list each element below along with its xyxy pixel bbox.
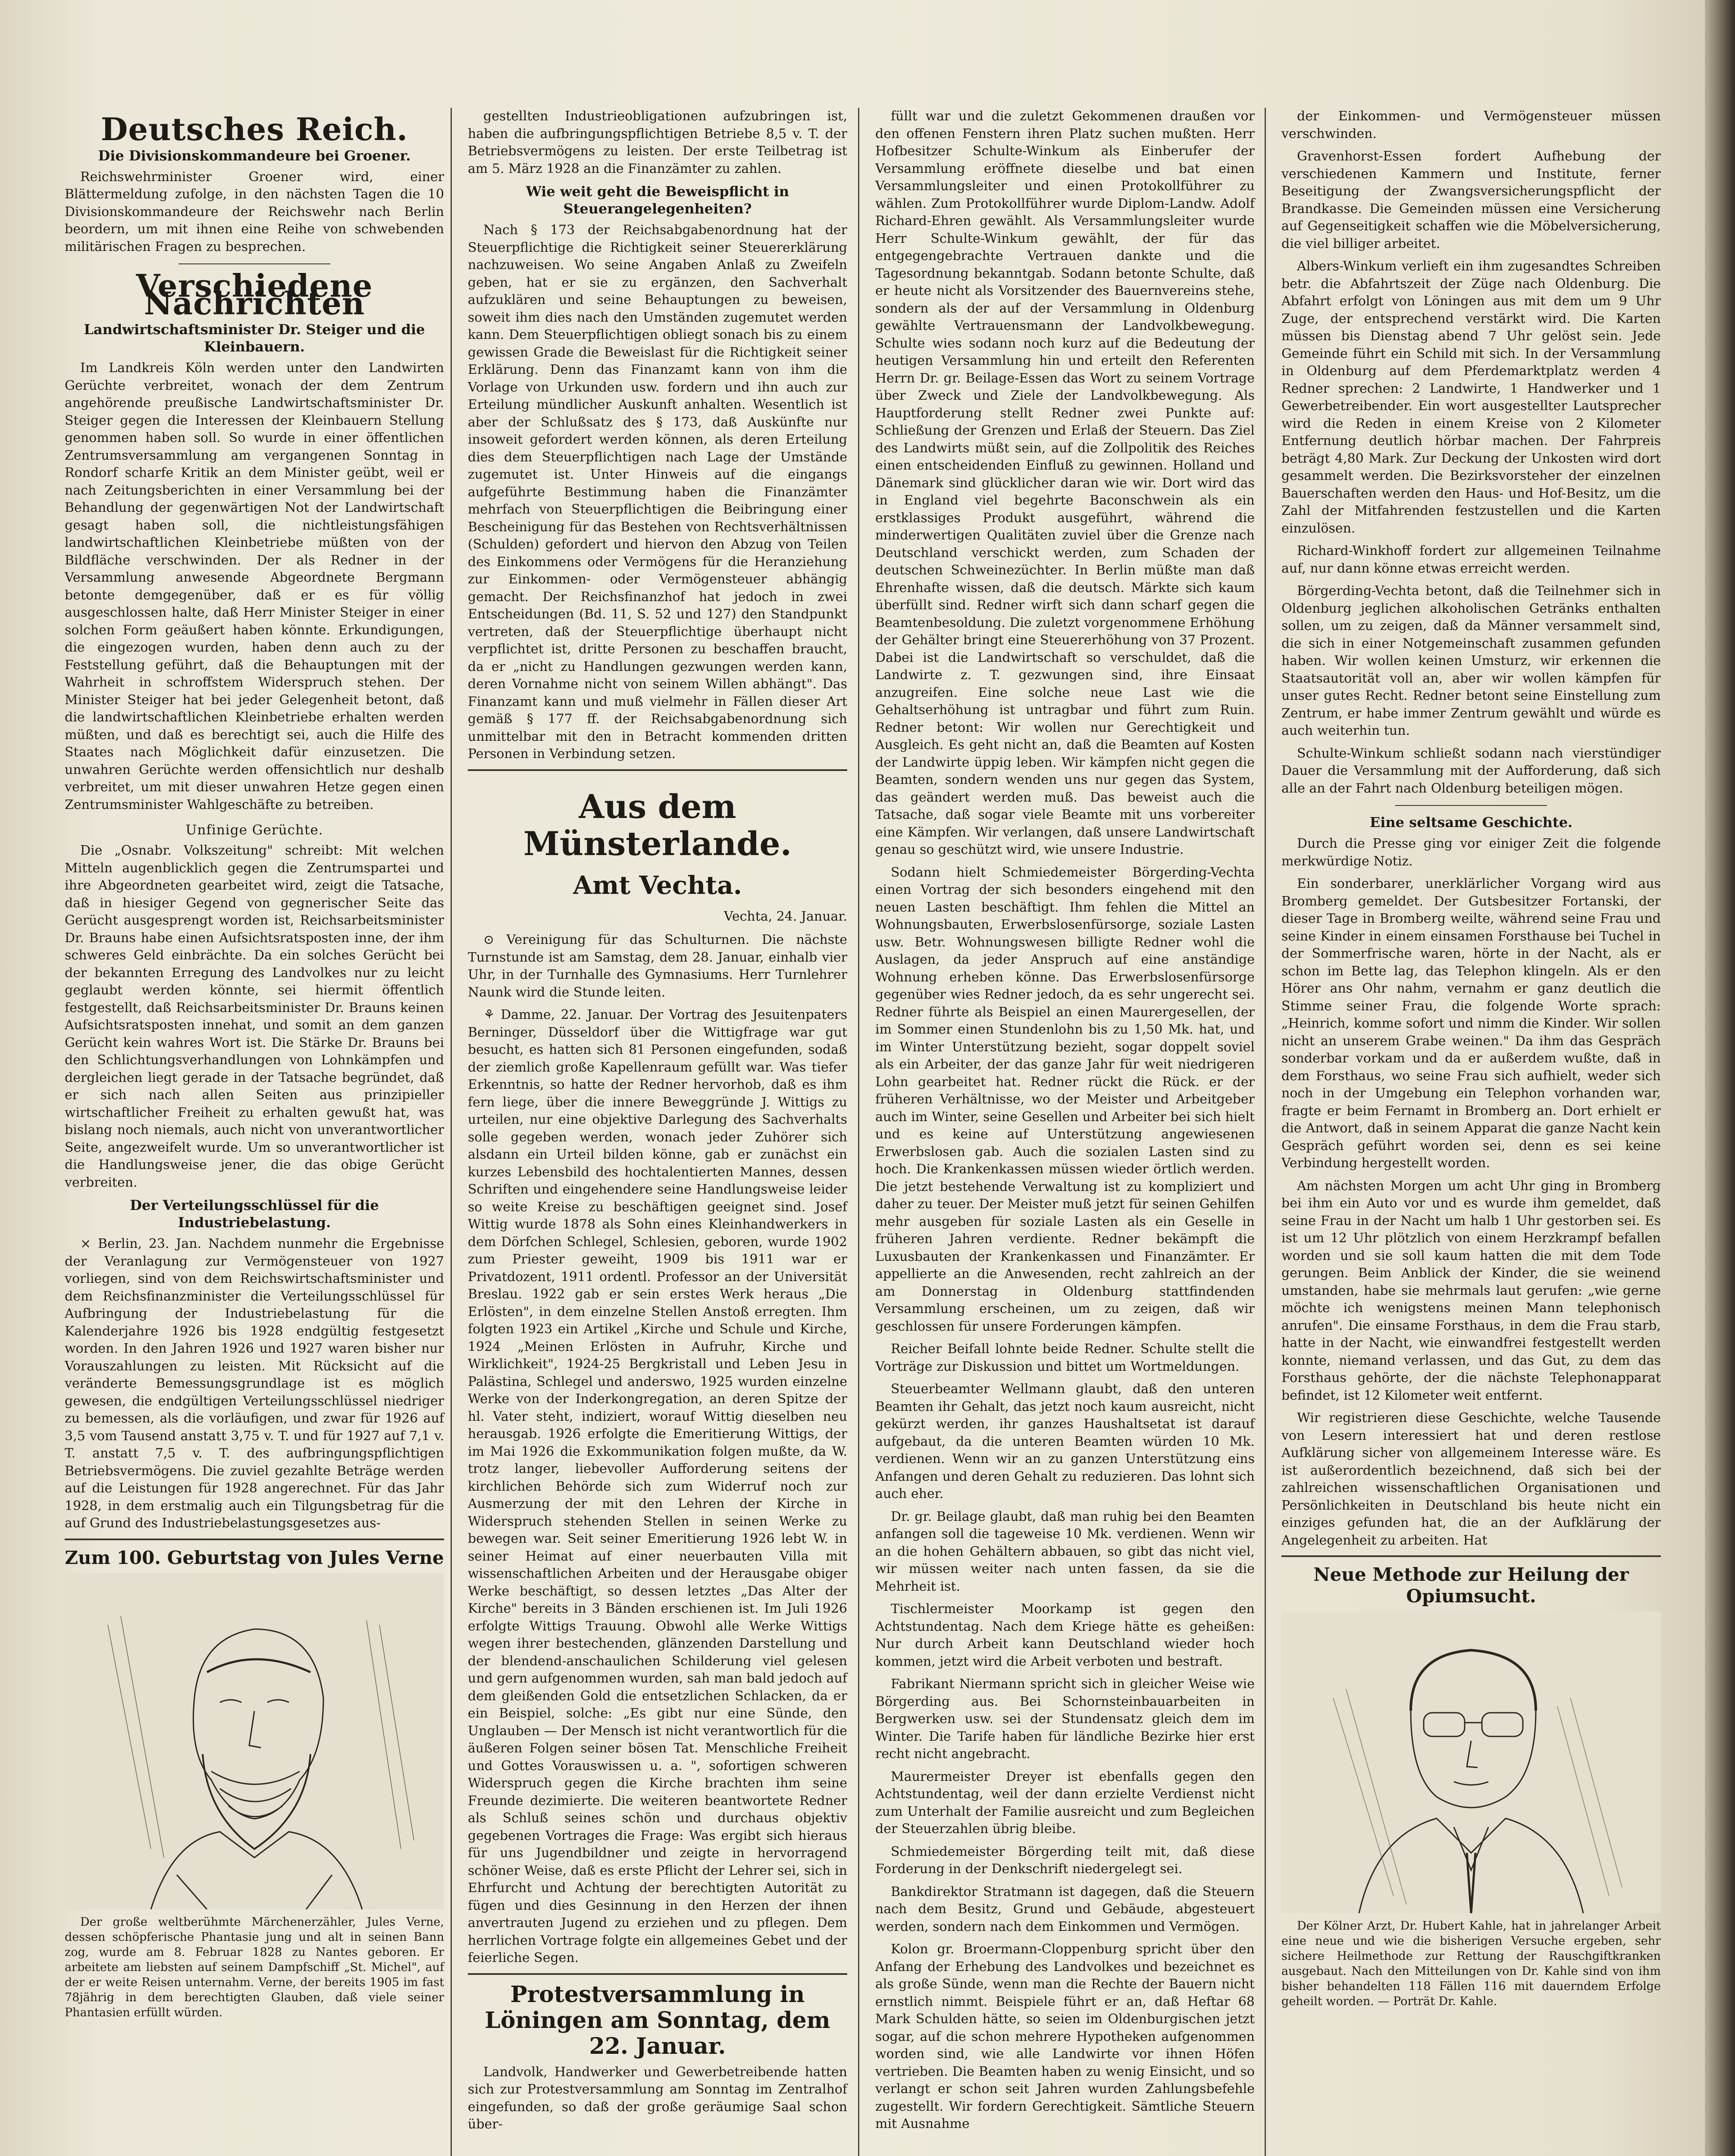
article-text: Maurermeister Dreyer ist ebenfalls gegen den Achtstundentag, weil der dann erzielte Verdienst nicht zum Unterhalt der Familie ausreicht und zum Begleichen der Steuerzahlen übrig bleibe. [875, 1769, 1255, 1836]
loeningen-heading: Protestversammlung in Löningen am Sonntag, dem 22. Januar. [485, 1981, 830, 2059]
article-text: × Berlin, 23. Jan. Nachdem nunmehr die Ergebnisse der Veranlagung zur Vermögensteuer von 1927 vorliegen, sind von dem Reichswirtschaftsminister und dem Reichsfinanzminister die Verteilungsschlüssel für Aufbringung der Industriebelastung für die Kalenderjahre 1926 bis 1928 endgültig festgesetzt worden. In den Jahren 1926 und 1927 waren bisher nur Vorauszahlungen zu leisten. Mit Rücksicht auf die veränderte Bemessungsgrundlage ist es möglich gewesen, die endgültigen Verteilungsschlüssel niedriger zu bemessen, als die vorläufigen, und zwar für 1926 auf 3,5 vom Tausend anstatt 3,75 v. T. und für 1927 auf 7,1 v. T. anstatt 7,5 v. T. des aufbringungspflichtigen Betriebsvermögens. Die zuviel gezahlte Beträge werden auf die Leistungen für 1928 angerechnet. Für das Jahr 1928, in dem erstmalig auch ein Tilgungsbetrag für die auf Grund des Industriebelastungsgesetzes aus- [65, 1236, 444, 1531]
divider [1281, 1555, 1661, 1557]
column-4 [1281, 108, 1661, 2014]
article-text: ⚘ Damme, 22. Januar. Der Vortrag des Jesuitenpaters Berninger, Düsseldorf über die Wittigfrage war gut besucht, es hatten sich 81 Personen eingefunden, sodaß der ziemlich große Kapellenraum gefüllt war. Was tiefer Erkenntnis, so hatte der Redner hervorhob, daß es ihm fern liege, über die innere Beweggründe J. Wittigs zu urteilen, nur eine objektive Darlegung des Sachverhalts solle gegeben werden, wonach jeder Zuhörer sich alsdann ein Urteil bilden könne, gab er zunächst ein kurzes Lebensbild des hochtalentierten Mannes, dessen Schriften und eingehendere seine Handlungsweise leider so weite Kreise zu beschäftigen geeignet sind. Josef Wittig wurde 1878 als Sohn eines Kleinhandwerkers in dem Dörfchen Schlegel, Schlesien, geboren, wurde 1902 zum Priester geweiht, 1909 bis 1911 war er Privatdozent, 1911 ordentl. Professor an der Universität Breslau. 1922 gab er sein erstes Werk heraus „Die Erlösten", in dem einzelne Stellen Anstoß erregten. Ihm folgten 1923 ein Artikel „Kirche und Schule und Kirche, 1924 „Meinen Erlösten in Aufruhr, Kirche und Wirklichkeit", 1924-25 Bergkristall und Leben Jesu in Palästina, Schlegel und anderswo, 1925 wurden einzelne Werke von der Inderkongregation, an deren Spitze der hl. Vater steht, indiziert, worauf Wittig dieselben neu herausgab. 1926 erfolgte die Emeritierung Wittigs, der im Mai 1926 die Exkommunikation folgen mußte, da W. trotz langer, liebevoller Aufforderung seitens der kirchlichen Behörde sich zum Widerruf noch zur Ausmerzung der mit den Lehren der Kirche in Widerspruch stehenden Stellen in seinen Werke zu bewegen war. Seit seiner Emeritierung 1926 lebt W. in seiner Heimat auf einer neuerbauten Villa mit wissenschaftlichen Arbeiten und der Herausgabe obiger Werke beschäftigt, so dessen letztes „Das Alter der Kirche" bereits in 3 Bänden erschienen ist. Im Juli 1926 erfolgte Wittigs Trauung. Obwohl alle Werke Wittigs wegen ihrer bestechenden, glänzenden Darstellung und der blendend-anschaulichen Schilderung viel gelesen und gern aufgenommen wurden, sah man bald jedoch auf dem gleißenden Gold die entsetzlichen Schlacken, da er ein Beispiel, solche: „Es gibt nur eine Sünde, den Unglauben — Der Mensch ist nicht verantwortlich für die äußeren Folgen seiner bösen Tat. Menschliche Freiheit und Gottes Vorauswissen u. a. ", sofortigen schweren Widerspruch gegen die Kirche brachten ihm seine Freunde dezimierte. Die weiteren beantwortete Redner als Schluß seines schön und durchaus objektiv gegebenen Vortrages die Frage: Was ergibt sich hieraus für uns Jugendbildner und zeigte in hervorragend schöner Weise, daß es erste Pflicht der Lehrer sei, sich in Ehrfurcht und Achtung der berechtigten Autorität zu fügen und dies Gesinnung in den Herzen der ihnen anvertrauten Jugend zu erziehen und zu pflegen. Dem herrlichen Vortrage folgte ein allgemeines Gebet und der feierliche Segen. [468, 1007, 847, 1965]
amt-vechta-heading: Amt Vechta. [573, 870, 742, 900]
divider [468, 769, 847, 771]
column-1 [65, 108, 444, 2025]
article-text: Tischlermeister Moorkamp ist gegen den Achtstundentag. Nach dem Kriege hätte es geheißen: Nur durch Arbeit kann Deutschland wieder hoch kommen, jetzt wird die Arbeit verboten und bestraft. [875, 1601, 1255, 1669]
divisionskommandeure-heading: Die Divisionskommandeure bei Groener. [98, 147, 411, 164]
column-3 [875, 108, 1255, 2138]
column-2 [468, 108, 847, 2139]
article-text: Ein sonderbarer, unerklärlicher Vorgang wird aus Bromberg gemeldet. Der Gutsbesitzer Fortanski, der dieser Tage in Bromberg weilte, während seine Frau und seine Kinder in einem einsamen Forsthause bei Tuchel in der Sommerfrische waren, hörte in der Nacht, als er schon im Bette lag, das Telephon klingeln. Als er den Hörer ans Ohr nahm, vernahm er ganz deutlich die Stimme seiner Frau, die folgende Worte sprach: „Heinrich, komme sofort und nimm die Kinder. Wir sollen nicht an unserem Grabe weinen." Da ihm das Gespräch sonderbar vorkam und da er außerdem wußte, daß in dem Forsthaus, wo seine Frau sich aufhielt, weder sich noch in der Umgebung ein Telephon vorhanden war, fragte er beim Fernamt in Bromberg an. Dort erhielt er die Antwort, daß in seinem Apparat die ganze Nacht kein Gespräch geführt worden sei, denn es sei keine Verbindung hergestellt worden. [1281, 876, 1661, 1171]
verne-caption: Der große weltberühmte Märchenerzähler, Jules Verne, dessen schöpferische Phantasie jung und alt in seinen Bann zog, wurde am 8. Februar 1828 zu Nantes geboren. Er arbeitete am liebsten auf seinem Dampfschiff „St. Michel", auf der er weite Reisen unternahm. Verne, der bereits 1905 im fast 78jährig in dem berechtigten Glauben, daß viele seiner Phantasien erfüllt würden. [65, 1915, 444, 2019]
schluessel-heading: Der Verteilungsschlüssel für die Industriebelastung. [130, 1197, 379, 1231]
article-text: Albers-Winkum verlieft ein ihm zugesandtes Schreiben betr. die Abfahrtszeit der Züge nach Oldenburg. Die Abfahrt erfolgt von Löningen aus mit dem um 9 Uhr Zuge, der entsprechend verstärkt wird. Die Karten müssen bis Dienstag abend 7 Uhr gelöst sein. Jede Gemeinde führt ein Schild mit sich. In der Versammlung in Oldenburg auf dem Pferdemarktplatz werden 4 Redner sprechen: 2 Landwirte, 1 Handwerker und 1 Gewerbetreibender. Ein wort ausgestellter Lautsprecher wird die Reden in einem Kreise von 2 Kilometer Entfernung deutlich hörbar machen. Der Fahrpreis beträgt 4,80 Mark. Zur Deckung der Unkosten wird dort gesammelt werden. Die Bezirksvorsteher der einzelnen Bauerschaften werden den Haus- und Hof-Besitz, um die Zahl der Mitfahrenden festzustellen und die Karten einzulösen. [1281, 259, 1661, 536]
column-rule [858, 108, 859, 2156]
deutsches-reich-heading: Deutsches Reich. [100, 111, 408, 147]
divider [65, 1539, 444, 1540]
muensterlande-heading: Aus dem Münsterlande. [523, 787, 792, 863]
article-text: gestellten Industrieobligationen aufzubringen ist, haben die aufbringungspflichtigen Betriebe 8,5 v. T. der Betriebsvermögens zu leisten. Der erste Teilbetrag ist am 5. März 1928 an die Finanzämter zu zahlen. [468, 109, 847, 176]
seltsame-geschichte-heading: Eine seltsame Geschichte. [1369, 814, 1573, 830]
divider [1395, 805, 1547, 806]
article-text: Im Landkreis Köln werden unter den Landwirten Gerüchte verbreitet, wonach der dem Zentrum angehörende preußische Landwirtschaftsminister Dr. Steiger gegen die Interessen der Kleinbauern Stellung genommen haben soll. So wurde in einer öffentlichen Zentrumsversammlung am vergangenen Sonntag in Rondorf scharfe Kritik an dem Minister geübt, weil er nach Zeitungsberichten in einer Versammlung bei der Behandlung der gegenwärtigen Not der Landwirtschaft gesagt haben soll, die nichtleistungsfähigen landwirtschaftlichen Kleinbetriebe müßten von der Bildfläche verschwinden. Der als Redner in der Versammlung anwesende Abgeordnete Bergmann betonte demgegenüber, daß er es für völlig ausgeschlossen halte, daß Herr Minister Steiger in einer solchen Form geäußert haben könnte. Erkundigungen, die eingezogen wurden, haben denn auch zu der Feststellung geführt, daß die Behauptungen mit der Wahrheit in schroffstem Widerspruch stehen. Der Minister Steiger hat bei jeder Gelegenheit betont, daß die landwirtschaftlichen Kleinbetriebe erhalten werden müßten, und daß es berechtigt sei, auch die Hilfe des Staates nach Möglichkeit dafür einzusetzen. Die unwahren Gerüchte werden offensichtlich nur deshalb verbreitet, um mit dieser unwahren Hetze gegen einen Zentrumsminister Wahlgeschäfte zu betreiben. [65, 360, 444, 812]
geruechte-heading: Unfinige Gerüchte. [185, 822, 323, 838]
article-text: Steuerbeamter Wellmann glaubt, daß den unteren Beamten ihr Gehalt, das jetzt noch kaum ausreicht, nicht gekürzt werden, ihr ganzes Haushaltsetat ist darauf aufgebaut, da die unteren Beamten würden 10 Mk. verdienen. Wenn wir an zu ganzen Unterstützung eins Anfangen und deren Gehalt zu reduzieren. Das lohnt sich auch eher. [875, 1382, 1255, 1501]
article-text: Die „Osnabr. Volkszeitung" schreibt: Mit welchen Mitteln augenblicklich gegen die Zentrumspartei und ihre Abgeordneten gearbeitet wird, zeigt die Tatsache, daß in hiesiger Gegend von gegnerischer Seite das Gerücht ausgesprengt worden ist, Reichsarbeitsminister Dr. Brauns habe einen Aufsichtsratsposten inne, der ihm schweres Geld einbrächte. Da ein solches Gerücht bei der bekannten Erregung des Landvolkes nur zu leicht geglaubt werden könnte, sei hiermit öffentlich festgestellt, daß Reichsarbeitsminister Dr. Brauns keinen Aufsichtsratsposten innehat, und somit an dem ganzen Gerücht kein wahres Wort ist. Die Stärke Dr. Brauns bei den Schlichtungsverhandlungen von Lohnkämpfen und dergleichen liegt gerade in der Tatsache begründet, daß er sich nach allen Seiten aus prinzipieller wirtschaftlicher Freiheit zu erhalten gewußt hat, was bislang noch niemals, auch nicht von unverantwortlicher Seite, angezweifelt wurde. Um so unverantwortlicher ist die Handlungsweise jener, die das obige Gerücht verbreiten. [65, 843, 444, 1190]
article-text: Landvolk, Handwerker und Gewerbetreibende hatten sich zur Protestversammlung am Sonntag im Zentralhof eingefunden, so daß der große geräumige Saal schon über- [468, 2064, 847, 2132]
kahle-caption: Der Kölner Arzt, Dr. Hubert Kahle, hat in jahrelanger Arbeit eine neue und wie die bisherigen Versuche ergeben, sehr sichere Heilmethode zur Rettung der Rauschgiftkranken ausgebaut. Nach den Mitteilungen von Dr. Kahle sind von ihm bisher behandelten 118 Fällen 116 mit dauerndem Erfolge geheilt worden. — Porträt Dr. Kahle. [1281, 1919, 1661, 2008]
beweispflicht-heading: Wie weit geht die Beweispflicht in Steuerangelegenheiten? [526, 183, 789, 217]
article-text: Fabrikant Niermann spricht sich in gleicher Weise wie Börgerding aus. Bei Schornsteinbauarbeiten in Bergwerken usw. sei der Stundensatz gleich dem im Winter. Die Tarife haben für ländliche Bezirke hier erst recht nicht angebracht. [875, 1677, 1255, 1761]
article-text: Schulte-Winkum schließt sodann nach vierstündiger Dauer die Versammlung mit der Aufforderung, daß sich alle an der Fahrt nach Oldenburg beteiligen mögen. [1281, 746, 1661, 796]
verschiedene-nachrichten-heading: Verschiedene Nachrichten [136, 267, 373, 322]
article-text: Schmiedemeister Börgerding teilt mit, daß diese Forderung in der Denkschrift niedergelegt sei. [875, 1844, 1255, 1877]
article-text: ⊙ Vereinigung für das Schulturnen. Die nächste Turnstunde ist am Samstag, dem 28. Januar, einhalb vier Uhr, in der Turnhalle des Gymnasiums. Herr Turnlehrer Naunk wird die Stunde leiten. [468, 932, 847, 1000]
steiger-heading: Landwirtschaftsminister Dr. Steiger und die Kleinbauern. [84, 321, 425, 355]
dateline: Vechta, 24. Januar. [723, 909, 847, 924]
divider [468, 1973, 847, 1975]
article-text: Nach § 173 der Reichsabgabenordnung hat der Steuerpflichtige die Richtigkeit seiner Steuererklärung nachzuweisen. Wo seine Angaben Anlaß zu Zweifeln geben, hat er sie zu ergänzen, den Sachverhalt aufzuklären und seine Behauptungen zu beweisen, soweit ihm dies nach den Umständen zugemutet werden kann. Dem Steuerpflichtigen obliegt sonach bis zu einem gewissen Grade die Beweislast für die Richtigkeit seiner Erklärung. Denn das Finanzamt kann von ihm die Vorlage von Urkunden usw. fordern und ihn auch zur Erteilung mündlicher Auskunft anhalten. Wesentlich ist aber der Schlußsatz des § 173, daß Auskünfte nur insoweit gefordert werden können, als deren Erteilung dies dem Steuerpflichtigen nach Lage der Umstände zugemutet ist. Unter Hinweis auf die eingangs aufgeführte Bestimmung haben die Finanzämter mehrfach von Steuerpflichtigen die Beibringung einer Bescheinigung für das Bestehen von Rechtsverhältnissen (Schulden) gefordert und hiervon den Abzug von Teilen des Einkommens oder Vermögens für die Heranziehung zur Einkommen- oder Vermögensteuer abhängig gemacht. Der Reichsfinanzhof hat jedoch in zwei Entscheidungen (Bd. 11, S. 52 und 127) den Standpunkt vertreten, daß der Steuerpflichtige überhaupt nicht verpflichtet ist, dritte Personen zu beschaffen braucht, da er „nicht zu Handlungen gezwungen werden kann, deren Vornahme nicht von seinem Willen abhängt". Das Finanzamt kann und muß vielmehr in Fällen dieser Art gemäß § 177 ff. der Reichsabgabenordnung sich unmittelbar mit den in Betracht kommenden dritten Personen in Verbindung setzen. [468, 222, 847, 761]
column-rule [1265, 108, 1266, 2156]
article-text: Gravenhorst-Essen fordert Aufhebung der verschiedenen Kammern und Institute, ferner Beseitigung der Zwangsversicherungspflicht der Brandkasse. Die Gemeinden müssen eine Versicherung auf Gegenseitigkeit schaffen wie die Möbelversicherung, die viel billiger arbeitet. [1281, 149, 1661, 251]
article-text: Am nächsten Morgen um acht Uhr ging in Bromberg bei ihm ein Auto vor und es wurde ihm gemeldet, daß seine Frau in der Nacht um halb 1 Uhr gestorben sei. Es ist um 12 Uhr plötzlich von einem Herzkrampf befallen worden und sie soll kaum hatten die mit dem Tode gerungen. Beim Anblick der Kinder, die sie weinend umstanden, habe sie mehrmals laut gerufen: „wie gerne möchte ich wenigstens meinen Mann telephonisch anrufen". Die einsame Forsthaus, in dem die Frau starb, hatte in der Nacht, wie einwandfrei festgestellt werden konnte, niemand verlassen, und das Gut, zu dem das Forsthaus gehörte, der die nächste Telephonapparat befindet, ist 12 Kilometer weit entfernt. [1281, 1178, 1661, 1403]
article-text: Dr. gr. Beilage glaubt, daß man ruhig bei den Beamten anfangen soll die tageweise 10 Mk. verdienen. Wenn wir an die hohen Gehältern abbauen, so gibt das nicht viel, wir müssen weiter nach unten fassen, da sie die Mehrheit ist. [875, 1509, 1255, 1594]
page-edge-shadow [1705, 0, 1735, 2156]
opiumsucht-heading: Neue Methode zur Heilung der Opiumsucht. [1313, 1564, 1629, 1607]
verne-heading: Zum 100. Geburtstag von Jules Verne [65, 1547, 444, 1568]
article-text: Bankdirektor Stratmann ist dagegen, daß die Steuern nach dem Besitz, Grund und Gebäude, abgesteuert werden, sondern nach dem Einkommen und Vermögen. [875, 1884, 1255, 1934]
article-text: Börgerding-Vechta betont, daß die Teilnehmer sich in Oldenburg jeglichen alkoholischen Getränks enthalten sollen, um zu zeigen, daß da Männer versammelt sind, die sich in einer Notgemeinschaft zusammen gefunden haben. Wir wollen keinen Umsturz, wir erkennen die Staatsautorität voll an, aber wir wollen kämpfen für unser gutes Recht. Redner betont seine Einstellung zum Zentrum, er habe immer Zentrum gewählt und würde es auch weiterhin tun. [1281, 583, 1661, 738]
article-text: Reicher Beifall lohnte beide Redner. Schulte stellt die Vorträge zur Diskussion und bittet um Wortmeldungen. [875, 1341, 1255, 1374]
article-text: Reichswehrminister Groener wird, einer Blättermeldung zufolge, in den nächsten Tagen die 10 Divisionskommandeure der Reichswehr nach Berlin beordern, um mit ihnen eine Reihe von schwebenden militärischen Fragen zu besprechen. [65, 169, 444, 254]
article-text: Richard-Winkhoff fordert zur allgemeinen Teilnahme auf, nur dann könne etwas erreicht werden. [1281, 543, 1661, 576]
jules-verne-portrait [65, 1573, 444, 1909]
article-text: Wir registrieren diese Geschichte, welche Tausende von Lesern interessiert hat und deren restlose Aufklärung sicher von allgemeinem Interesse wäre. Es ist außerordentlich bezeichnend, daß sich bei der zahlreichen wissenschaftlichen Organisationen und Persönlichkeiten in Deutschland bis heute nicht ein einziges gefunden hat, die an der Aufklärung der Angelegenheit zu arbeiten. Hat [1281, 1410, 1661, 1548]
article-text: Durch die Presse ging vor einiger Zeit die folgende merkwürdige Notiz. [1281, 836, 1661, 869]
article-text: füllt war und die zuletzt Gekommenen draußen vor den offenen Fenstern ihren Platz suchen mußten. Herr Hofbesitzer Schulte-Winkum als Einberufer der Versammlung eröffnete dieselbe und bat einen Versammlungsleiter und einen Protokollführer zu wählen. Zum Protokollführer wurde Diplom-Landw. Adolf Richard-Ehren gewählt. Als Versammlungsleiter wurde Herr Schulte-Winkum gewählt, der für das entgegengebrachte Vertrauen dankte und die Tagesordnung bekanntgab. Sodann betonte Schulte, daß er heute nicht als Vorsitzender des Bauernvereins stehe, sondern als der auf der Versammlung in Oldenburg gewählte Vertrauensmann der Landvolkbewegung. Schulte wies sodann noch kurz auf die Bedeutung der heutigen Versammlung hin und erteilt den Referenten Herrn Dr. gr. Beilage-Essen das Wort zu seinem Vortrage über Zweck und Ziele der Landvolkbewegung. Als Hauptforderung stellt Redner zwei Punkte auf: Schließung der Grenzen und Erlaß der Steuern. Das Ziel des Landwirts müßt sein, auf die Zollpolitik des Reiches einen entscheidenden Einfluß zu gewinnen. Holland und Dänemark sind glücklicher daran wie wir. Dort wird das in England viel begehrte Baconschwein als ein erstklassiges Produkt ausgeführt, während die minderwertigen Qualitäten zuviel über die Grenze nach Deutschland verschickt werden, zum Schaden der deutschen Schweinezüchter. In Berlin müßte man daß Ehrenhafte wissen, daß die deutsch. Märkte sich kaum überfüllt sind. Redner wirft sich dann scharf gegen die Beamtenbesoldung. Die zuletzt vorgenommene Erhöhung der Gehälter bringt eine Steuererhöhung von 37 Prozent. Dabei ist die Landwirtschaft so verschuldet, daß die Landwirte z. T. gezwungen sind, ihre Einsaat anzugreifen. Eine solche neue Last wie die Gehaltserhöhung ist untragbar und führt zum Ruin. Redner betont: Wir wollen nur Gerechtigkeit und Ausgleich. Es geht nicht an, daß die Beamten auf Kosten der Landwirte üppig leben. Wir kämpfen nicht gegen die Beamten, sondern wenden uns nur gegen das System, das geändert werden muß. Das beweist auch die Tatsache, daß sogar viele Beamte mit uns vorbereiter eine Kämpfen. Wir verlangen, daß unsere Landwirtschaft genau so geschützt wird, wie unsere Industrie. [875, 109, 1255, 857]
article-text: Sodann hielt Schmiedemeister Börgerding-Vechta einen Vortrag der sich besonders eingehend mit den neuen Lasten beschäftigt. Ihm fehlen die Mittel an Wohnungsbauten, Erwerbslosenfürsorge, soziale Lasten usw. Betr. Wohnungswesen billigte Redner wohl die Auslagen, da jeder Anspruch auf eine anständige Wohnung erheben könne. Das Erwerbslosenfürsorge gegenüber wies Redner jedoch, da es sehr ungerecht sei. Redner führte als Beispiel an einen Maurergesellen, der im Sommer einen Stundenlohn bis zu 1,50 Mk. hat, und im Winter Unterstützung bezieht, sogar doppelt soviel als ein Arbeiter, der das ganze Jahr für weit niedrigeren Lohn gearbeitet hat. Redner rückt die Rück. er der früheren Verhältnisse, wo der Meister und Arbeitgeber auch im Winter, seine Gesellen und Arbeiter bei sich hielt und es keine auf Unterstützung angewiesenen Erwerbslosen gab. Auch die sozialen Lasten sind zu hoch. Die Krankenkassen müssen wieder örtlich werden. Die jetzt bestehende Verwaltung ist zu kompliziert und daher zu teuer. Der Meister muß jetzt für seinen Gehilfen mehr ausgeben für soziale Lasten als ein Geselle in früheren Jahren verdiente. Redner bekämpft die Luxusbauten der Krankenkassen und Finanzämter. Er appellierte an die Anwesenden, recht zahlreich an der am Donnerstag in Oldenburg stattfindenden Versammlung erscheinen, um zu zeigen, daß wir geschlossen für unsere Forderungen kämpfen. [875, 865, 1255, 1334]
divider [179, 263, 330, 264]
article-text: der Einkommen- und Vermögensteuer müssen verschwinden. [1281, 109, 1661, 141]
column-rule [451, 108, 452, 2156]
dr-kahle-portrait [1281, 1611, 1661, 1913]
article-text: Kolon gr. Broermann-Cloppenburg spricht über den Anfang der Erhebung des Landvolkes und bezeichnet es als große Sünde, wenn man die Rechte der Bauern nicht ernstlich nimmt. Beispiele führt er an, daß Heftar 68 Mark Schulden hätte, so seien im Oldenburgischen jetzt sogar, auf die schon mehrere Hypotheken aufgenommen worden sind, wie alle Landwirte vor ihnen Höfen vertrieben. Die Beamten haben zu wenig Einsicht, und so verlangt er schon seit Jahren wurden Zahlungsbefehle zugestellt. Wir fordern Gerechtigkeit. Sämtliche Steuern mit Ausnahme [875, 1942, 1255, 2131]
